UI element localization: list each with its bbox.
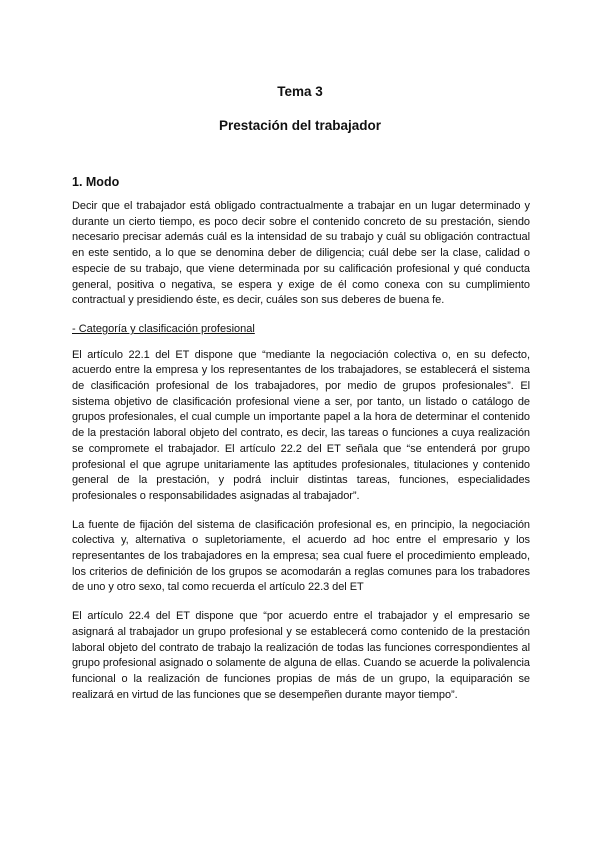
subheading: - Categoría y clasificación profesional <box>72 322 255 335</box>
paragraph: La fuente de fijación del sistema de clasificación profesional es, en principio, la negociación colectiva y, alternativa o supletoriamente, el acuerdo ad hoc entre el empresario y los representantes de los trabajadores en la empresa; sea cual fuere el procedimiento empleado, los criterios de definición de los grupos se acomodarán a reglas comunes para los trabadores de uno y otro sexo, tal como recuerda el artículo 22.3 del ET <box>72 518 530 594</box>
paragraph: El artículo 22.1 del ET dispone que “mediante la negociación colectiva o, en su defecto, acuerdo entre la empresa y los representantes de los trabajadores, se establecerá el sistema de clasificación profesional de los trabajadores, por medio de grupos profesionales”. El sistema objetivo de clasificación profesional viene a ser, por tanto, un listado o catálogo de grupos profesionales, el cual cumple un importante papel a la hora de determinar el contenido de la prestación laboral objeto del contrato, es decir, las tareas o funciones a cuya realización se compromete el trabajador. El artículo 22.2 del ET señala que “se entenderá por grupo profesional el que agrupe unitariamente las aptitudes profesionales, titulaciones y contenido general de la prestación, y podrá incluir distintas tareas, funciones, especialidades profesionales o responsabilidades asignadas al trabajador”. <box>72 348 530 502</box>
paragraph: El artículo 22.4 del ET dispone que “por acuerdo entre el trabajador y el empresario se asignará al trabajador un grupo profesional y se establecerá como contenido de la prestación laboral objeto del contrato de trabajo la realización de todas las funciones correspondientes al grupo profesional asignado o solamente de alguna de ellas. Cuando se acuerde la polivalencia funcional o la realización de funciones propias de más de un grupo, la equiparación se realizará en virtud de las funciones que se desempeñen durante mayor tiempo”. <box>72 610 530 701</box>
document-title: Prestación del trabajador <box>218 118 382 133</box>
section-heading: 1. Modo <box>72 175 120 189</box>
topic-title: Tema 3 <box>277 84 323 99</box>
paragraph: Decir que el trabajador está obligado contractualmente a trabajar en un lugar determinado y durante un cierto tiempo, es poco decir sobre el contenido concreto de su prestación, siendo necesario precisar además cuál es la intensidad de su trabajo y cuál su obligación contractual en este sentido, a lo que se denomina deber de diligencia; cuál debe ser la clase, calidad o especie de su trabajo, que viene determinada por su calificación profesional y qué conducta general, positiva o negativa, se espera y exige de él como conexa con su cumplimiento contractual y presidiendo éste, es decir, cuáles son sus deberes de buena fe. <box>72 200 530 307</box>
document-body <box>72 199 530 716</box>
